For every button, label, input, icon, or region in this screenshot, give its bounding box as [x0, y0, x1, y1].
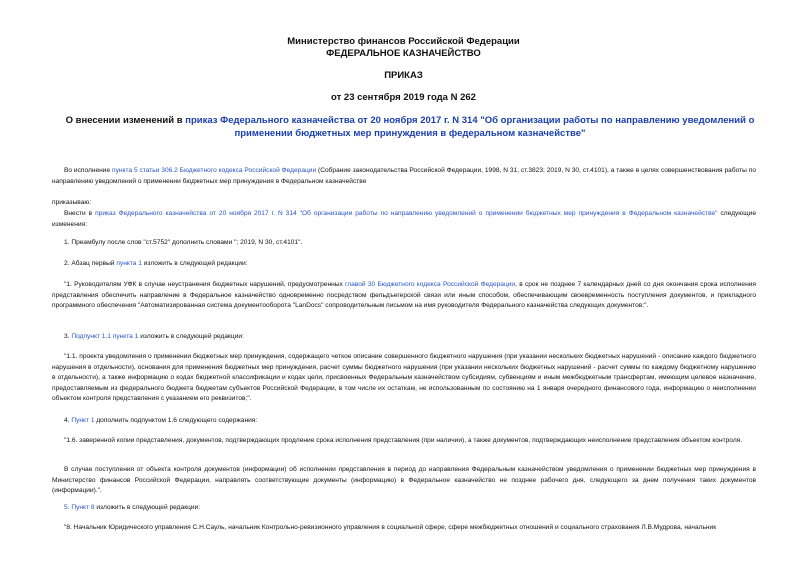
item-1: 1. Преамбулу после слов "ст.5752" дополнить словами "; 2019, N 30, ст.4101".	[64, 239, 303, 246]
treasury-name: ФЕДЕРАЛЬНОЕ КАЗНАЧЕЙСТВО	[326, 48, 481, 59]
title-prefix: О внесении изменений в	[65, 115, 186, 126]
amend-pre: Внести в	[64, 210, 96, 217]
item-5-link[interactable]: 5. Пункт 8	[64, 504, 95, 511]
quote-1	[52, 280, 756, 312]
item-2-pre: 2. Абзац первый	[64, 260, 117, 267]
item-3	[52, 332, 756, 343]
item-4-pre: 4.	[64, 417, 72, 424]
item-2	[52, 259, 756, 270]
intro-post: (Собрание законодательства Российской Федерации, 1998, N 31, ст.3823; 2019, N 30, ст.4101), а также в целях совершенствования работы по направлению уведомлений о применении бюджетных мер принуждения в Федеральном казначействе	[52, 167, 756, 185]
amend-paragraph	[52, 209, 756, 230]
intro-link[interactable]: пункта 5 статьи 306.2 Бюджетного кодекса Российской Федерации	[112, 167, 317, 174]
order-word: приказываю:	[52, 199, 92, 206]
item-4-link[interactable]: Пункт 1	[71, 417, 95, 424]
document-title	[60, 114, 760, 140]
intro-paragraph	[52, 166, 756, 187]
intro-pre: Во исполнение	[64, 167, 113, 174]
item-3-post: изложить в следующей редакции:	[138, 333, 244, 340]
item-3-link[interactable]: Подпункт 1.1 пункта 1	[71, 333, 139, 340]
amend-post: следующие изменения:	[52, 210, 756, 228]
amend-link[interactable]: приказ Федерального казначейства от 20 ноября 2017 г. N 314 "Об организации работы по направлению уведомлений о применении бюджетных мер принуждения в Федеральном казначействе"	[95, 210, 718, 217]
quote-3b: В случае поступления от объекта контроля документов (информации) об исполнении представления в период до направления Федеральным казначейством уведомления о применении бюджетных мер принуждения в Министерство финансов Российской Федерации, направлять соответствующие документы (информацию) в Федеральное казначейство не позднее рабочего дня, следующего за днем получения таких документов (информации).".	[52, 466, 756, 494]
item-2-link[interactable]: пункта 1	[116, 260, 142, 267]
quote-1-post: , в срок не позднее 7 календарных дней со дня окончания срока исполнения представления обеспечить направление в Федеральное казначейство одновременно посредством фельдъегерской связи или иным способом, обеспечивающим своевременность поступления документов, и прикладного программного обеспечения "Автоматизированная система документооборота "LanDocs" сопроводительным письмом на имя руководителя Федерального казначейства следующих документов:".	[52, 281, 756, 309]
quote-2: "1.1. проекта уведомления о применении бюджетных мер принуждения, содержащего четкое описание совершенного бюджетного нарушения (при указании нескольких бюджетных нарушений - описание каждого бюджетного нарушения в отдельности), основания для применения бюджетных мер принуждения, расчет суммы бюджетного нарушения (при указании нескольких бюджетных нарушений - расчет суммы по каждому бюджетному нарушению в отдельности), а также информацию о кодах бюджетной классификации и кодах цели, присвоенных Федеральным казначейством субсидиям, субвенциям и иным межбюджетным трансфертам, имеющим целевое назначение, предоставляемым из федерального бюджета бюджетам субъектов Российской Федерации, в том числе их остаткам, не использованным по состоянию на 1 января очередного финансового года, информацию о неисполнении объектом контроля представления с указанием его реквизитов;".	[52, 353, 756, 402]
quote-1-pre: "1. Руководителям УФК в случае неустранения бюджетных нарушений, предусмотренных	[64, 281, 346, 288]
item-5	[52, 503, 756, 514]
item-4-post: дополнить подпунктом 1.6 следующего содержания:	[94, 417, 258, 424]
quote-1-link[interactable]: главой 30 Бюджетного кодекса Российской Федерации	[345, 281, 516, 288]
item-3-num: 3.	[64, 333, 72, 340]
item-5-post: изложить в следующей редакции:	[94, 504, 201, 511]
quote-3: "1.6. заверенной копии представления, документов, подтверждающих продление срока исполнения представления (при наличии), а также документов, подтверждающих неисполнение представления объектом контроля.	[64, 437, 743, 444]
quote-4: "8. Начальник Юридического управления С.Н.Сауль, начальник Контрольно-ревизионного управления в социальной сфере, сфере межбюджетных отношений и социального страхования Л.В.Мудрова, начальник	[64, 524, 717, 531]
doc-type: ПРИКАЗ	[384, 70, 423, 81]
title-link[interactable]: приказ Федерального казначейства от 20 ноября 2017 г. N 314 "Об организации работы по направлению уведомлений о применении бюджетных мер принуждения в федеральном казначействе"	[185, 115, 755, 139]
item-2-post: изложить в следующей редакции:	[141, 260, 248, 267]
item-4	[52, 416, 756, 427]
ministry-name: Министерство финансов Российской Федерации	[287, 36, 520, 47]
doc-date-number: от 23 сентября 2019 года N 262	[331, 92, 476, 103]
